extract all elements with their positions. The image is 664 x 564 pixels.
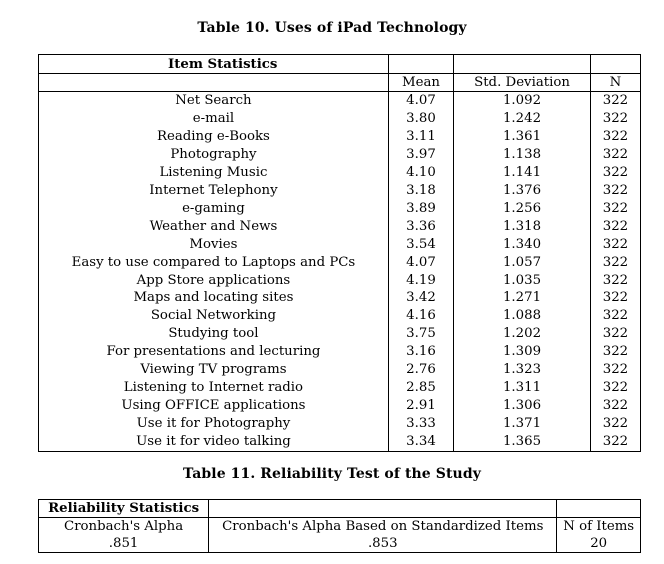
sd-value: 1.306 xyxy=(454,397,591,415)
column-header-sd: Std. Deviation xyxy=(454,74,591,92)
table-row xyxy=(39,92,641,110)
mean-value: 3.34 xyxy=(388,433,453,451)
table-row xyxy=(39,218,641,236)
sd-value: 1.242 xyxy=(454,110,591,128)
item-name: For presentations and lecturing xyxy=(39,343,389,361)
n-value: 322 xyxy=(590,146,640,164)
table-row xyxy=(39,272,641,290)
mean-value: 3.54 xyxy=(388,236,453,254)
table-row xyxy=(39,146,641,164)
mean-value: 4.07 xyxy=(388,254,453,272)
item-name: Social Networking xyxy=(39,307,389,325)
sd-value: 1.141 xyxy=(454,164,591,182)
mean-value: 3.16 xyxy=(388,343,453,361)
item-name: Easy to use compared to Laptops and PCs xyxy=(39,254,389,272)
sd-value: 1.271 xyxy=(454,289,591,307)
item-name: Net Search xyxy=(39,92,389,110)
column-header-alpha: Cronbach's Alpha xyxy=(39,518,209,536)
column-header-item xyxy=(39,74,389,92)
n-value: 322 xyxy=(590,110,640,128)
table-row xyxy=(39,254,641,272)
sd-value: 1.088 xyxy=(454,307,591,325)
sd-value: 1.138 xyxy=(454,146,591,164)
table-row xyxy=(39,236,641,254)
sd-value: 1.365 xyxy=(454,433,591,451)
item-statistics-table xyxy=(38,54,641,452)
item-name: Using OFFICE applications xyxy=(39,397,389,415)
n-value: 322 xyxy=(590,289,640,307)
sd-value: 1.323 xyxy=(454,361,591,379)
column-header-alpha-std: Cronbach's Alpha Based on Standardized Items xyxy=(209,518,557,536)
section-header: Reliability Statistics xyxy=(39,500,209,518)
mean-value: 4.16 xyxy=(388,307,453,325)
n-value: 322 xyxy=(590,128,640,146)
mean-value: 4.19 xyxy=(388,272,453,290)
value-alpha-std: .853 xyxy=(209,535,557,553)
item-name: Maps and locating sites xyxy=(39,289,389,307)
n-value: 322 xyxy=(590,254,640,272)
mean-value: 4.07 xyxy=(388,92,453,110)
item-name: Viewing TV programs xyxy=(39,361,389,379)
item-name: Internet Telephony xyxy=(39,182,389,200)
table-row xyxy=(39,164,641,182)
value-alpha: .851 xyxy=(39,535,209,553)
column-header-row xyxy=(39,518,641,536)
sd-value: 1.361 xyxy=(454,128,591,146)
n-value: 322 xyxy=(590,200,640,218)
table-row xyxy=(39,128,641,146)
n-value: 322 xyxy=(590,379,640,397)
table10-title: Table 10. Uses of iPad Technology xyxy=(197,20,467,36)
mean-value: 3.75 xyxy=(388,325,453,343)
n-value: 322 xyxy=(590,415,640,433)
table-header-row xyxy=(39,55,641,74)
sd-value: 1.371 xyxy=(454,415,591,433)
column-header-n-items: N of Items xyxy=(557,518,641,536)
table-row xyxy=(39,110,641,128)
sd-value: 1.092 xyxy=(454,92,591,110)
table-row xyxy=(39,415,641,433)
table-row xyxy=(39,182,641,200)
sd-value: 1.311 xyxy=(454,379,591,397)
table-row xyxy=(39,325,641,343)
item-name: Use it for Photography xyxy=(39,415,389,433)
mean-value: 2.85 xyxy=(388,379,453,397)
reliability-statistics-table xyxy=(38,499,641,553)
mean-value: 3.36 xyxy=(388,218,453,236)
n-value: 322 xyxy=(590,164,640,182)
table-row xyxy=(39,433,641,451)
n-value: 322 xyxy=(590,397,640,415)
sd-value: 1.202 xyxy=(454,325,591,343)
mean-value: 3.42 xyxy=(388,289,453,307)
table-row xyxy=(39,535,641,553)
column-header-n: N xyxy=(590,74,640,92)
n-value: 322 xyxy=(590,182,640,200)
n-value: 322 xyxy=(590,433,640,451)
n-value: 322 xyxy=(590,325,640,343)
sd-value: 1.340 xyxy=(454,236,591,254)
header-empty-cell xyxy=(590,55,640,74)
n-value: 322 xyxy=(590,272,640,290)
sd-value: 1.318 xyxy=(454,218,591,236)
header-empty-cell xyxy=(557,500,641,518)
mean-value: 3.11 xyxy=(388,128,453,146)
sd-value: 1.035 xyxy=(454,272,591,290)
mean-value: 3.33 xyxy=(388,415,453,433)
mean-value: 3.18 xyxy=(388,182,453,200)
n-value: 322 xyxy=(590,218,640,236)
mean-value: 2.76 xyxy=(388,361,453,379)
n-value: 322 xyxy=(590,343,640,361)
mean-value: 2.91 xyxy=(388,397,453,415)
table-row xyxy=(39,379,641,397)
item-name: Listening to Internet radio xyxy=(39,379,389,397)
item-name: App Store applications xyxy=(39,272,389,290)
table11-title: Table 11. Reliability Test of the Study xyxy=(183,466,481,482)
sd-value: 1.309 xyxy=(454,343,591,361)
mean-value: 3.89 xyxy=(388,200,453,218)
item-name: Listening Music xyxy=(39,164,389,182)
sd-value: 1.376 xyxy=(454,182,591,200)
mean-value: 3.97 xyxy=(388,146,453,164)
item-name: Use it for video talking xyxy=(39,433,389,451)
table-row xyxy=(39,200,641,218)
section-header xyxy=(39,55,389,74)
table-row xyxy=(39,307,641,325)
table-header-row xyxy=(39,500,641,518)
table-row xyxy=(39,289,641,307)
sd-value: 1.256 xyxy=(454,200,591,218)
item-name: Studying tool xyxy=(39,325,389,343)
n-value: 322 xyxy=(590,92,640,110)
header-empty-cell xyxy=(454,55,591,74)
item-name: Reading e-Books xyxy=(39,128,389,146)
section-header-label: Item Statistics xyxy=(168,56,278,72)
item-name: Weather and News xyxy=(39,218,389,236)
item-name: e-gaming xyxy=(39,200,389,218)
mean-value: 4.10 xyxy=(388,164,453,182)
header-empty-cell xyxy=(209,500,557,518)
sd-value: 1.057 xyxy=(454,254,591,272)
n-value: 322 xyxy=(590,236,640,254)
column-header-row xyxy=(39,74,641,92)
mean-value: 3.80 xyxy=(388,110,453,128)
n-value: 322 xyxy=(590,307,640,325)
item-name: Movies xyxy=(39,236,389,254)
item-name: e-mail xyxy=(39,110,389,128)
table-row xyxy=(39,343,641,361)
column-header-mean: Mean xyxy=(388,74,453,92)
table-row xyxy=(39,397,641,415)
item-name: Photography xyxy=(39,146,389,164)
value-n-items: 20 xyxy=(557,535,641,553)
header-empty-cell xyxy=(388,55,453,74)
table-row xyxy=(39,361,641,379)
n-value: 322 xyxy=(590,361,640,379)
